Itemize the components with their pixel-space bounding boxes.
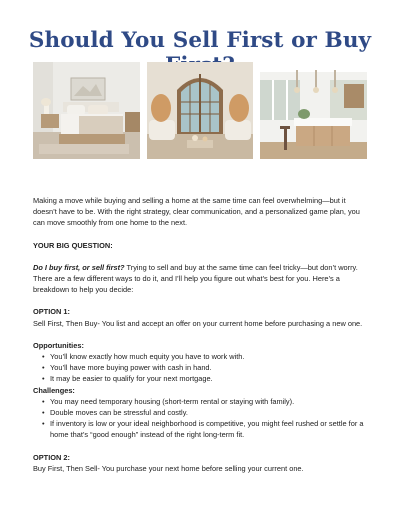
bullet-icon: • — [42, 396, 45, 406]
entryway-photo — [147, 62, 253, 159]
list-item: • You’ll have more buying power with cash in hand. — [42, 363, 212, 373]
bullet-icon: • — [42, 352, 45, 362]
big-question-heading: YOUR BIG QUESTION: — [33, 240, 113, 250]
list-item: • Double moves can be stressful and costly. — [42, 408, 188, 418]
bedroom-photo — [33, 62, 140, 159]
photo-strip — [33, 62, 367, 159]
list-item: • You’ll know exactly how much equity you have to work with. — [42, 352, 245, 362]
list-item: • You may need temporary housing (short-term rental or staying with family). — [42, 396, 295, 406]
list-item: • It may be easier to qualify for your next mortgage. — [42, 374, 213, 384]
opportunities-heading: Opportunities: — [33, 340, 84, 350]
big-question-paragraph — [33, 262, 369, 296]
intro-paragraph: Making a move while buying and selling a home at the same time can feel overwhelming—but it doesn’t have to be. With the right strategy, clear communication, and a personalized game plan, you can move smoothly from one home to the next. — [33, 196, 360, 228]
option2-description: Buy First, Then Sell- You purchase your next home before selling your current one. — [33, 463, 304, 473]
bullet-icon: • — [42, 363, 45, 373]
challenges-list — [33, 396, 369, 441]
big-question-text: Trying to sell and buy at the same time can feel tricky—but don’t worry. There are a few different ways to do it, and I’ll help you figure out what’s best for you. Here’s a breakdown to help you decide: — [33, 262, 358, 295]
option2-heading: OPTION 2: — [33, 452, 70, 462]
bullet-icon: • — [42, 419, 45, 429]
challenges-heading: Challenges: — [33, 385, 75, 395]
option1-description: Sell First, Then Buy- You list and accept an offer on your current home before purchasing a new one. — [33, 318, 363, 328]
list-item: • If inventory is low or your ideal neighborhood is competitive, you might feel rushed or settle for a home that’s “good enough” instead of the right long-term fit. — [42, 419, 364, 440]
document-body — [33, 195, 369, 474]
big-question-lead: Do I buy first, or sell first? — [33, 262, 125, 272]
bullet-icon: • — [42, 408, 45, 418]
page-title: Should You Sell First or Buy — [28, 28, 372, 53]
option1-heading: OPTION 1: — [33, 307, 70, 317]
kitchen-photo — [260, 62, 367, 159]
bullet-icon: • — [42, 374, 45, 384]
opportunities-list — [33, 351, 369, 385]
